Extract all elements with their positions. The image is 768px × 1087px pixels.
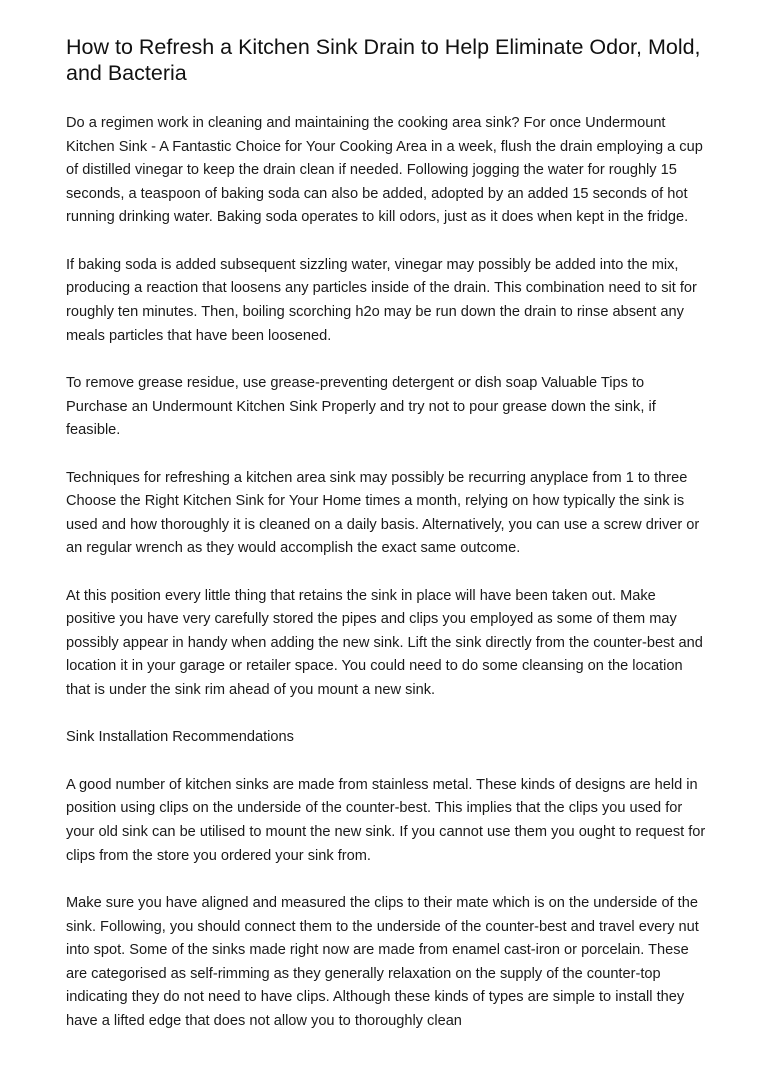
paragraph-stainless: A good number of kitchen sinks are made from stainless metal. These kinds of designs are held in position using clips on the underside of the counter-best. This implies that the clips you used for your old sink can be utilised to mount the new sink. If you cannot use them you ought to request for clips from the store you ordered your sink from. [66, 776, 706, 864]
document-page [66, 34, 706, 1034]
paragraph-grease: To remove grease residue, use grease-preventing detergent or dish soap Valuable Tips to Purchase an Undermount Kitchen Sink Properly and try not to pour grease down the sink, if feasible. [66, 374, 656, 439]
page-title: How to Refresh a Kitchen Sink Drain to Help Eliminate Odor, Mold, and Bacteria [66, 35, 701, 85]
paragraph-techniques: Techniques for refreshing a kitchen area sink may possibly be recurring anyplace from 1 to three Choose the Right Kitchen Sink for Your Home times a month, relying on how typically the sink is used and how thoroughly it is cleaned on a daily basis. Alternatively, you can use a screw driver or an regular wrench as they would accomplish the exact same outcome. [66, 469, 700, 557]
paragraph-regimen: Do a regimen work in cleaning and maintaining the cooking area sink? For once Undermount Kitchen Sink - A Fantastic Choice for Your Cooking Area in a week, flush the drain employing a cup of distilled vinegar to keep the drain clean if needed. Following jogging the water for roughly 15 seconds, a teaspoon of baking soda can also be added, adopted by an added 15 seconds of hot running drinking water. Baking soda operates to kill odors, just as it does when kept in the fridge. [66, 115, 703, 226]
paragraph-removal: At this position every little thing that retains the sink in place will have been taken out. Make positive you have very carefully stored the pipes and clips you employed as some of them may possibly appear in handy when adding the new sink. Lift the sink directly from the counter-best and location it in your garage or retailer space. You could need to do some cleansing on the location that is under the sink rim ahead of you mount a new sink. [66, 587, 703, 699]
paragraph-clips: Make sure you have aligned and measured the clips to their mate which is on the underside of the sink. Following, you should connect them to the underside of the counter-best and travel every nut into spot. Some of the sinks made right now are made from enamel cast-iron or porcelain. These are categorised as self-rimming as they generally relaxation on the supply of the counter-top indicating they do not need to have clips. Although these kinds of types are simple to install they have a lifted edge that does not allow you to thoroughly clean [66, 895, 699, 1029]
section-heading: Sink Installation Recommendations [66, 729, 294, 746]
paragraph-baking-soda: If baking soda is added subsequent sizzling water, vinegar may possibly be added into the mix, producing a reaction that loosens any particles inside of the drain. This combination need to sit for roughly ten minutes. Then, boiling scorching h2o may be run down the drain to rinse absent any meals particles that have been loosened. [66, 256, 697, 344]
